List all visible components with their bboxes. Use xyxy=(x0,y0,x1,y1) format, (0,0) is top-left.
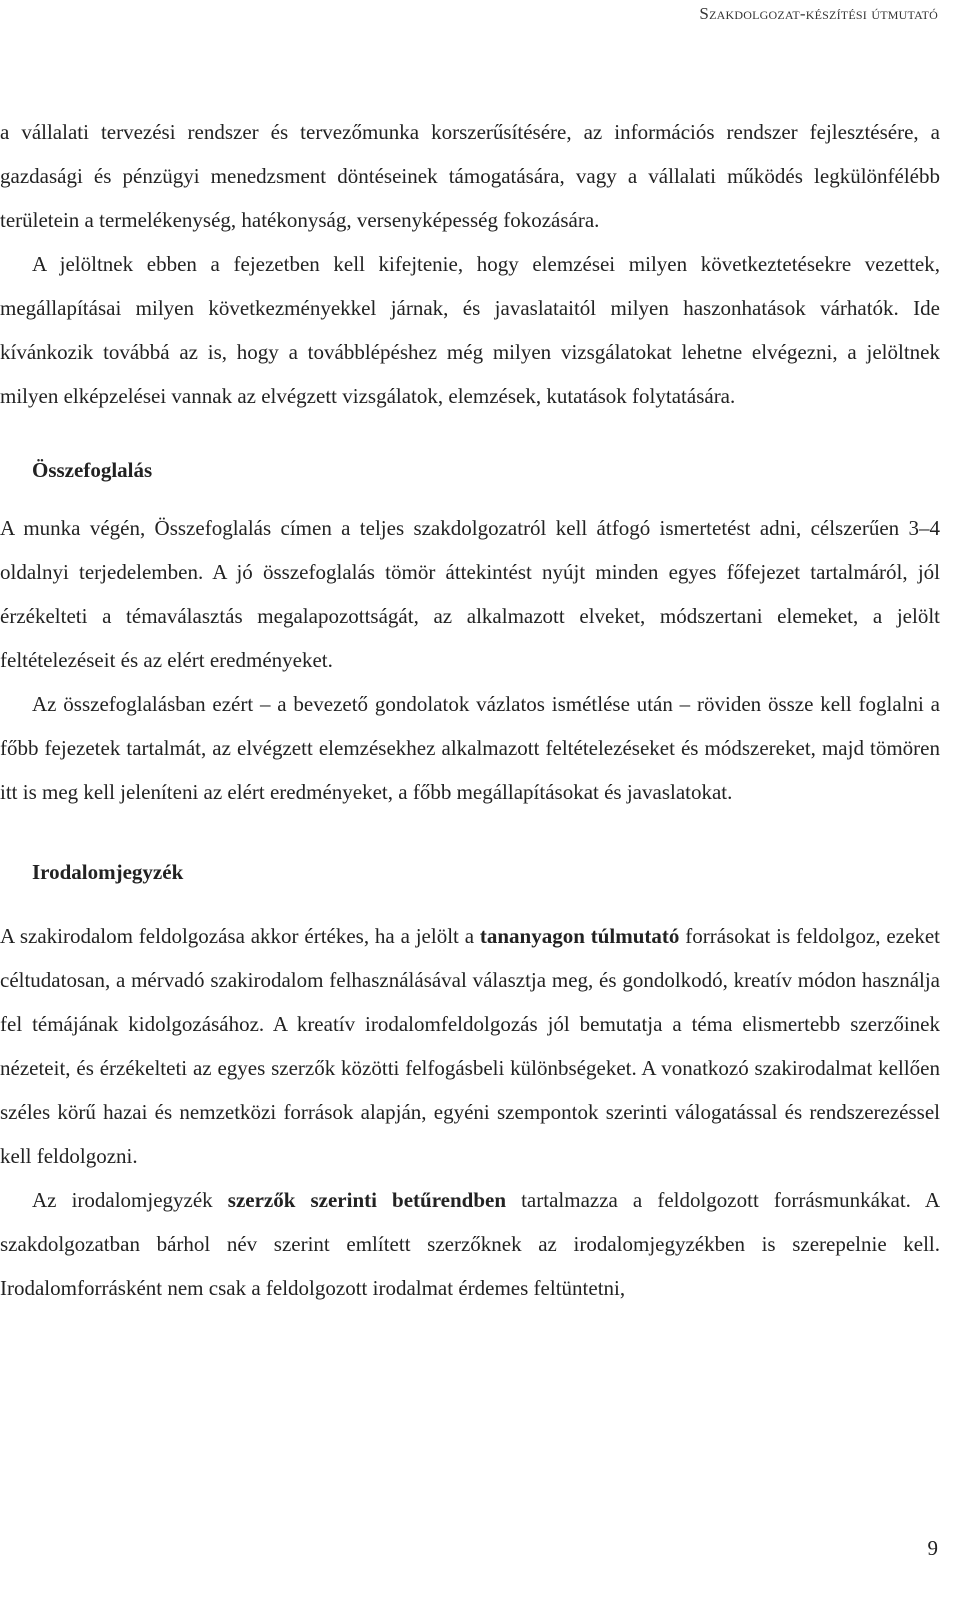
summary-heading: Összefoglalás xyxy=(32,458,153,482)
bibliography-p1-emphasis: tananyagon túlmutató xyxy=(479,924,680,948)
page-number: 9 xyxy=(927,1536,938,1560)
summary-paragraph-2: Az összefoglalásban ezért – a bevezető gondolatok vázlatos ismétlése után – röviden össze kell foglalni a főbb fejezetek tartalmát, az elvégzett elemzésekhez alkalmazott feltételezéseket és módszereket, majd tömören itt is meg kell jeleníteni az elért eredményeket, a főbb megállapításokat és javaslatokat. xyxy=(0,692,940,804)
summary-paragraph-1: A munka végén, Összefoglalás címen a teljes szakdolgozatról kell átfogó ismertetést adni, célszerűen 3–4 oldalnyi terjedelemben. A jó összefoglalás tömör áttekintést nyújt minden egyes főfejezet tartalmáról, jól érzékelteti a témaválasztás megalapozottságát, az alkalmazott elveket, módszertani elemeket, a jelölt feltételezéseit és az elért eredményeket. xyxy=(0,516,940,672)
running-header xyxy=(699,4,938,24)
running-title: Szakdolgozat-készítési útmutató xyxy=(699,4,938,23)
bibliography-paragraph-1 xyxy=(0,914,940,1178)
bibliography-p1-text-start: A szakirodalom feldolgozása akkor értékes, ha a jelölt a xyxy=(0,924,480,948)
intro-paragraph-conclusions: A jelöltnek ebben a fejezetben kell kifejtenie, hogy elemzései milyen következtetésekre vezettek, megállapításai milyen következményekkel járnak, és javaslataitól milyen haszonhatások várhatók. Ide kívánkozik továbbá az is, hogy a továbblépéshez még milyen vizsgálatokat lehetne elvégezni, a jelöltnek milyen elképzelései vannak az elvégzett vizsgálatok, elemzések, kutatások folytatására. xyxy=(0,252,940,408)
page-body xyxy=(0,110,940,1310)
bibliography-heading: Irodalomjegyzék xyxy=(32,860,184,884)
bibliography-p1-text-end: forrásokat is feldolgoz, ezeket céltudatosan, a mérvadó szakirodalom felhasználásával választja meg, és gondolkodó, kreatív módon használja fel témájának kidolgozásához. A kreatív irodalomfeldolgozás jól bemutatja a téma elismertebb szerzőinek nézeteit, és érzékelteti az egyes szerzők közötti felfogásbeli különbségeket. A vonatkozó szakirodalmat kellően széles körű hazai és nemzetközi források alapján, egyéni szempontok szerinti válogatással és rendszerezéssel kell feldolgozni. xyxy=(0,924,941,1168)
bibliography-p2-emphasis: szerzők szerinti betűrendben xyxy=(227,1188,507,1212)
bibliography-p2-text-start: Az irodalomjegyzék xyxy=(32,1188,228,1212)
bibliography-paragraph-2 xyxy=(0,1178,940,1310)
bibliography-p2-text-end: tartalmazza a feldolgozott forrásmunkákat. A szakdolgozatban bárhol név szerint említett szerzőknek az irodalomjegyzékben is szerepelnie kell. Irodalomforrásként nem csak a feldolgozott irodalmat érdemes feltüntetni, xyxy=(0,1188,940,1300)
intro-paragraph-continued: a vállalati tervezési rendszer és tervezőmunka korszerűsítésére, az információs rendszer fejlesztésére, a gazdasági és pénzügyi menedzsment döntéseinek támogatására, vagy a vállalati működés legkülönfélébb területein a termelékenység, hatékonyság, versenyképesség fokozására. xyxy=(0,120,940,232)
